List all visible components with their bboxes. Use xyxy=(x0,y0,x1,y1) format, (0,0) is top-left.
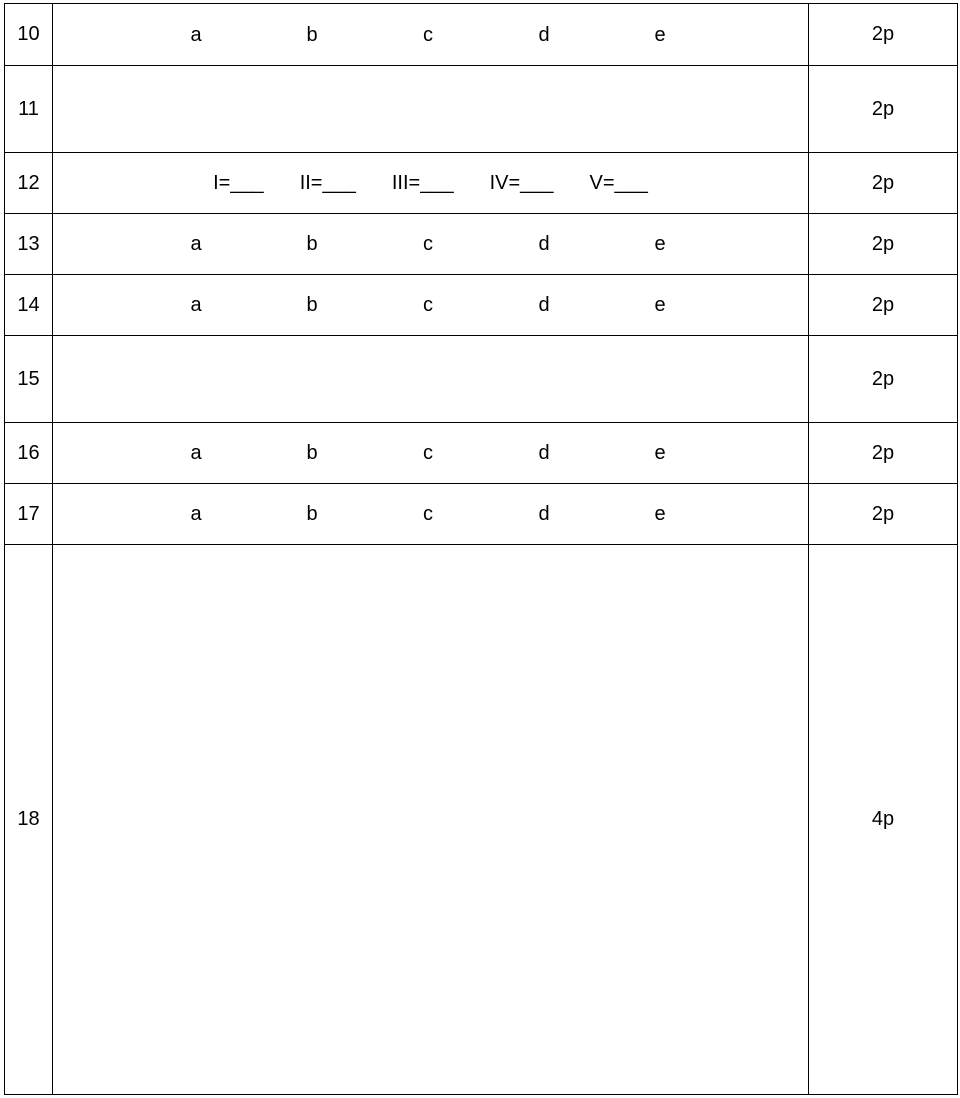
answer-table-body xyxy=(5,4,958,1095)
answer-cell[interactable] xyxy=(53,66,809,153)
choice-b[interactable]: b xyxy=(306,233,318,255)
choice-e[interactable]: e xyxy=(654,23,666,46)
roman-answer-group xyxy=(53,172,808,195)
roman-answer-i[interactable]: I=___ xyxy=(213,171,264,194)
choice-a[interactable]: a xyxy=(190,442,202,464)
answer-cell[interactable] xyxy=(53,484,809,545)
table-row xyxy=(5,545,958,1095)
choice-c[interactable]: c xyxy=(423,233,433,255)
points-value: 2p xyxy=(809,336,958,423)
choice-d[interactable]: d xyxy=(538,442,550,464)
choice-a[interactable]: a xyxy=(190,233,202,255)
answer-cell[interactable] xyxy=(53,153,809,214)
choice-b[interactable]: b xyxy=(306,23,318,46)
question-number: 12 xyxy=(5,153,53,214)
answer-cell[interactable] xyxy=(53,4,809,66)
roman-answer-iii[interactable]: III=___ xyxy=(391,171,454,194)
choice-a[interactable]: a xyxy=(190,503,202,525)
roman-answer-ii[interactable]: II=___ xyxy=(299,171,356,194)
choice-a[interactable]: a xyxy=(190,23,202,46)
question-number: 14 xyxy=(5,275,53,336)
table-row xyxy=(5,153,958,214)
points-value: 4p xyxy=(809,545,958,1095)
points-value: 2p xyxy=(809,4,958,66)
choice-b[interactable]: b xyxy=(306,503,318,525)
answer-cell[interactable] xyxy=(53,423,809,484)
choice-d[interactable]: d xyxy=(538,503,550,525)
choice-b[interactable]: b xyxy=(306,442,318,464)
choice-d[interactable]: d xyxy=(538,294,550,316)
choice-a[interactable]: a xyxy=(190,294,202,316)
question-number: 18 xyxy=(5,545,53,1095)
points-value: 2p xyxy=(809,66,958,153)
choice-e[interactable]: e xyxy=(654,503,666,525)
choice-e[interactable]: e xyxy=(654,294,666,316)
question-number: 11 xyxy=(5,66,53,153)
choice-c[interactable]: c xyxy=(423,23,433,46)
roman-answer-v[interactable]: V=___ xyxy=(589,171,648,194)
table-row xyxy=(5,214,958,275)
table-row xyxy=(5,4,958,66)
points-value: 2p xyxy=(809,214,958,275)
points-value: 2p xyxy=(809,275,958,336)
table-row xyxy=(5,484,958,545)
roman-answer-iv[interactable]: IV=___ xyxy=(489,171,554,194)
choice-e[interactable]: e xyxy=(654,233,666,255)
question-number: 15 xyxy=(5,336,53,423)
answer-cell[interactable] xyxy=(53,545,809,1095)
answer-table xyxy=(4,3,958,1095)
choice-d[interactable]: d xyxy=(538,23,550,46)
answer-cell[interactable] xyxy=(53,336,809,423)
points-value: 2p xyxy=(809,423,958,484)
choice-d[interactable]: d xyxy=(538,233,550,255)
table-row xyxy=(5,336,958,423)
points-value: 2p xyxy=(809,484,958,545)
question-number: 17 xyxy=(5,484,53,545)
points-value: 2p xyxy=(809,153,958,214)
table-row xyxy=(5,66,958,153)
choice-c[interactable]: c xyxy=(423,503,433,525)
answer-cell[interactable] xyxy=(53,214,809,275)
choice-c[interactable]: c xyxy=(423,294,433,316)
table-row xyxy=(5,275,958,336)
answer-cell[interactable] xyxy=(53,275,809,336)
question-number: 10 xyxy=(5,4,53,66)
question-number: 13 xyxy=(5,214,53,275)
table-row xyxy=(5,423,958,484)
choice-e[interactable]: e xyxy=(654,442,666,464)
choice-c[interactable]: c xyxy=(423,442,433,464)
question-number: 16 xyxy=(5,423,53,484)
choice-b[interactable]: b xyxy=(306,294,318,316)
